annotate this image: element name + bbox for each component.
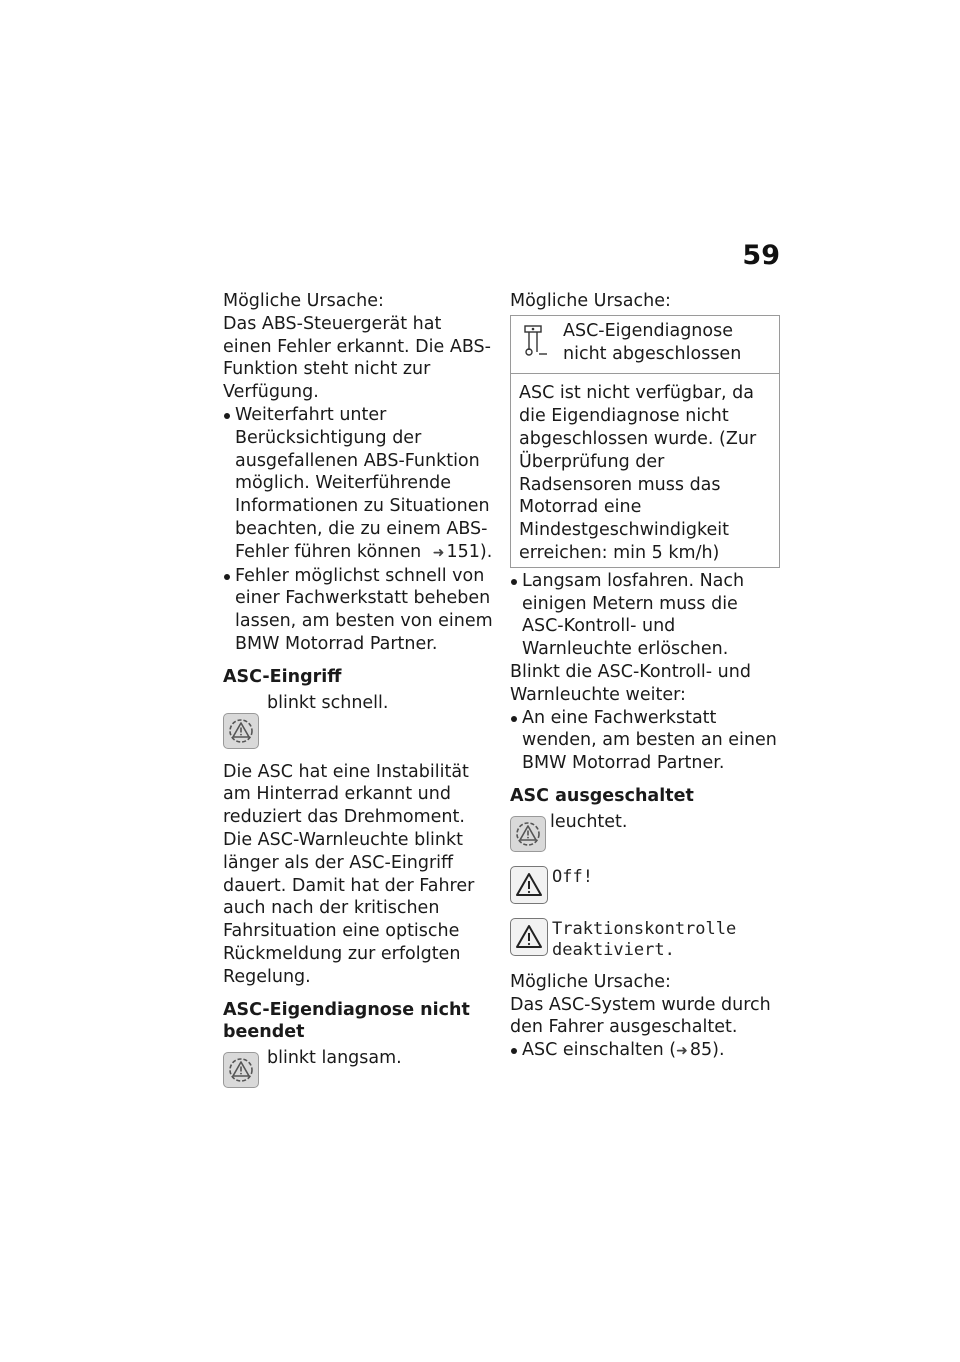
page-reference: 151). [446,541,493,562]
display-message: Traktionskontrolle deaktiviert. [552,918,737,960]
description: Die ASC hat eine Instabilität am Hinterrad erkannt und reduziert das Drehmoment. Die ASC-Warnleuchte blinkt länger als der ASC-Eingriff dauert. Damit hat der Fahrer auch nach der kritischen Fahrsituation eine optische Rückmeldung zur erfolgten Regelung. [223,761,475,987]
section-heading-asc-ausgeschaltet: ASC ausgeschaltet [510,785,694,806]
page-reference-arrow-icon: ➜ [676,1043,688,1060]
cause-text: Das ABS-Steuergerät hat einen Fehler erkannt. Die ABS-Funktion steht nicht zur Verfügung. [223,313,491,403]
section-heading-asc-eingriff: ASC-Eingriff [223,666,342,687]
right-column [510,290,780,1063]
warning-triangle-icon [510,866,548,904]
page-number: 59 [742,240,780,271]
page-reference: 85). [689,1040,725,1061]
section-heading-asc-eigendiagnose: ASC-Eigendiagnose nicht beendet [223,999,470,1043]
action-list [510,707,780,775]
cause-label: Mögliche Ursache: [223,291,384,311]
indicator-text: blinkt langsam. [267,1048,402,1069]
page-reference-arrow-icon: ➜ [432,544,445,561]
cause-label: Mögliche Ursache: [510,291,671,311]
display-message: Off! [552,866,593,887]
info-table-title: ASC-Eigendiagnose nicht abgeschlossen [563,320,742,364]
asc-warning-light-icon [223,1052,259,1088]
list-item: Fehler möglichst schnell von einer Fachwerkstatt beheben lassen, am besten von einem BMW Motorrad Partner. [223,565,493,656]
list-item: ASC einschalten (➜ 85). [510,1039,780,1063]
info-table [510,315,780,568]
action-list [223,404,493,656]
left-column [223,290,493,1088]
cause-label: Mögliche Ursache: [510,971,671,992]
list-item: An eine Fachwerkstatt wenden, am besten an einen BMW Motorrad Partner. [510,707,780,775]
display-message-row [510,918,780,961]
wheel-sensor-icon [519,320,555,365]
indicator-row [223,1046,493,1088]
info-table-body: ASC ist nicht verfügbar, da die Eigendiagnose nicht abgeschlossen wurde. (Zur Überprüfung der Radsensoren muss das Motorrad eine Mindestgeschwindigkeit erreichen: min 5 km/h) [519,383,757,563]
asc-warning-light-icon [223,713,259,749]
action-list [510,1039,780,1063]
warning-triangle-icon [510,918,548,956]
cause-text: Das ASC-System wurde durch den Fahrer ausgeschaltet. [510,994,771,1038]
asc-warning-light-icon [510,816,546,852]
indicator-text: leuchtet. [550,811,628,832]
info-table-header [511,316,779,375]
list-item: Weiterfahrt unter Berücksichtigung der ausgefallenen ABS-Funktion möglich. Weiterführende Informationen zu Situationen beachten, die zu einem ABS-Fehler führen können ➜ 151). [223,404,493,565]
display-message-row [510,866,780,904]
indicator-text: blinkt schnell. [267,692,389,713]
indicator-row [223,691,493,749]
action-list [510,570,780,661]
indicator-row [510,810,780,852]
blink-text: Blinkt die ASC-Kontroll- und Warnleuchte weiter: [510,661,751,705]
list-item: Langsam losfahren. Nach einigen Metern muss die ASC-Kontroll- und Warnleuchte erlöschen. [510,570,780,661]
